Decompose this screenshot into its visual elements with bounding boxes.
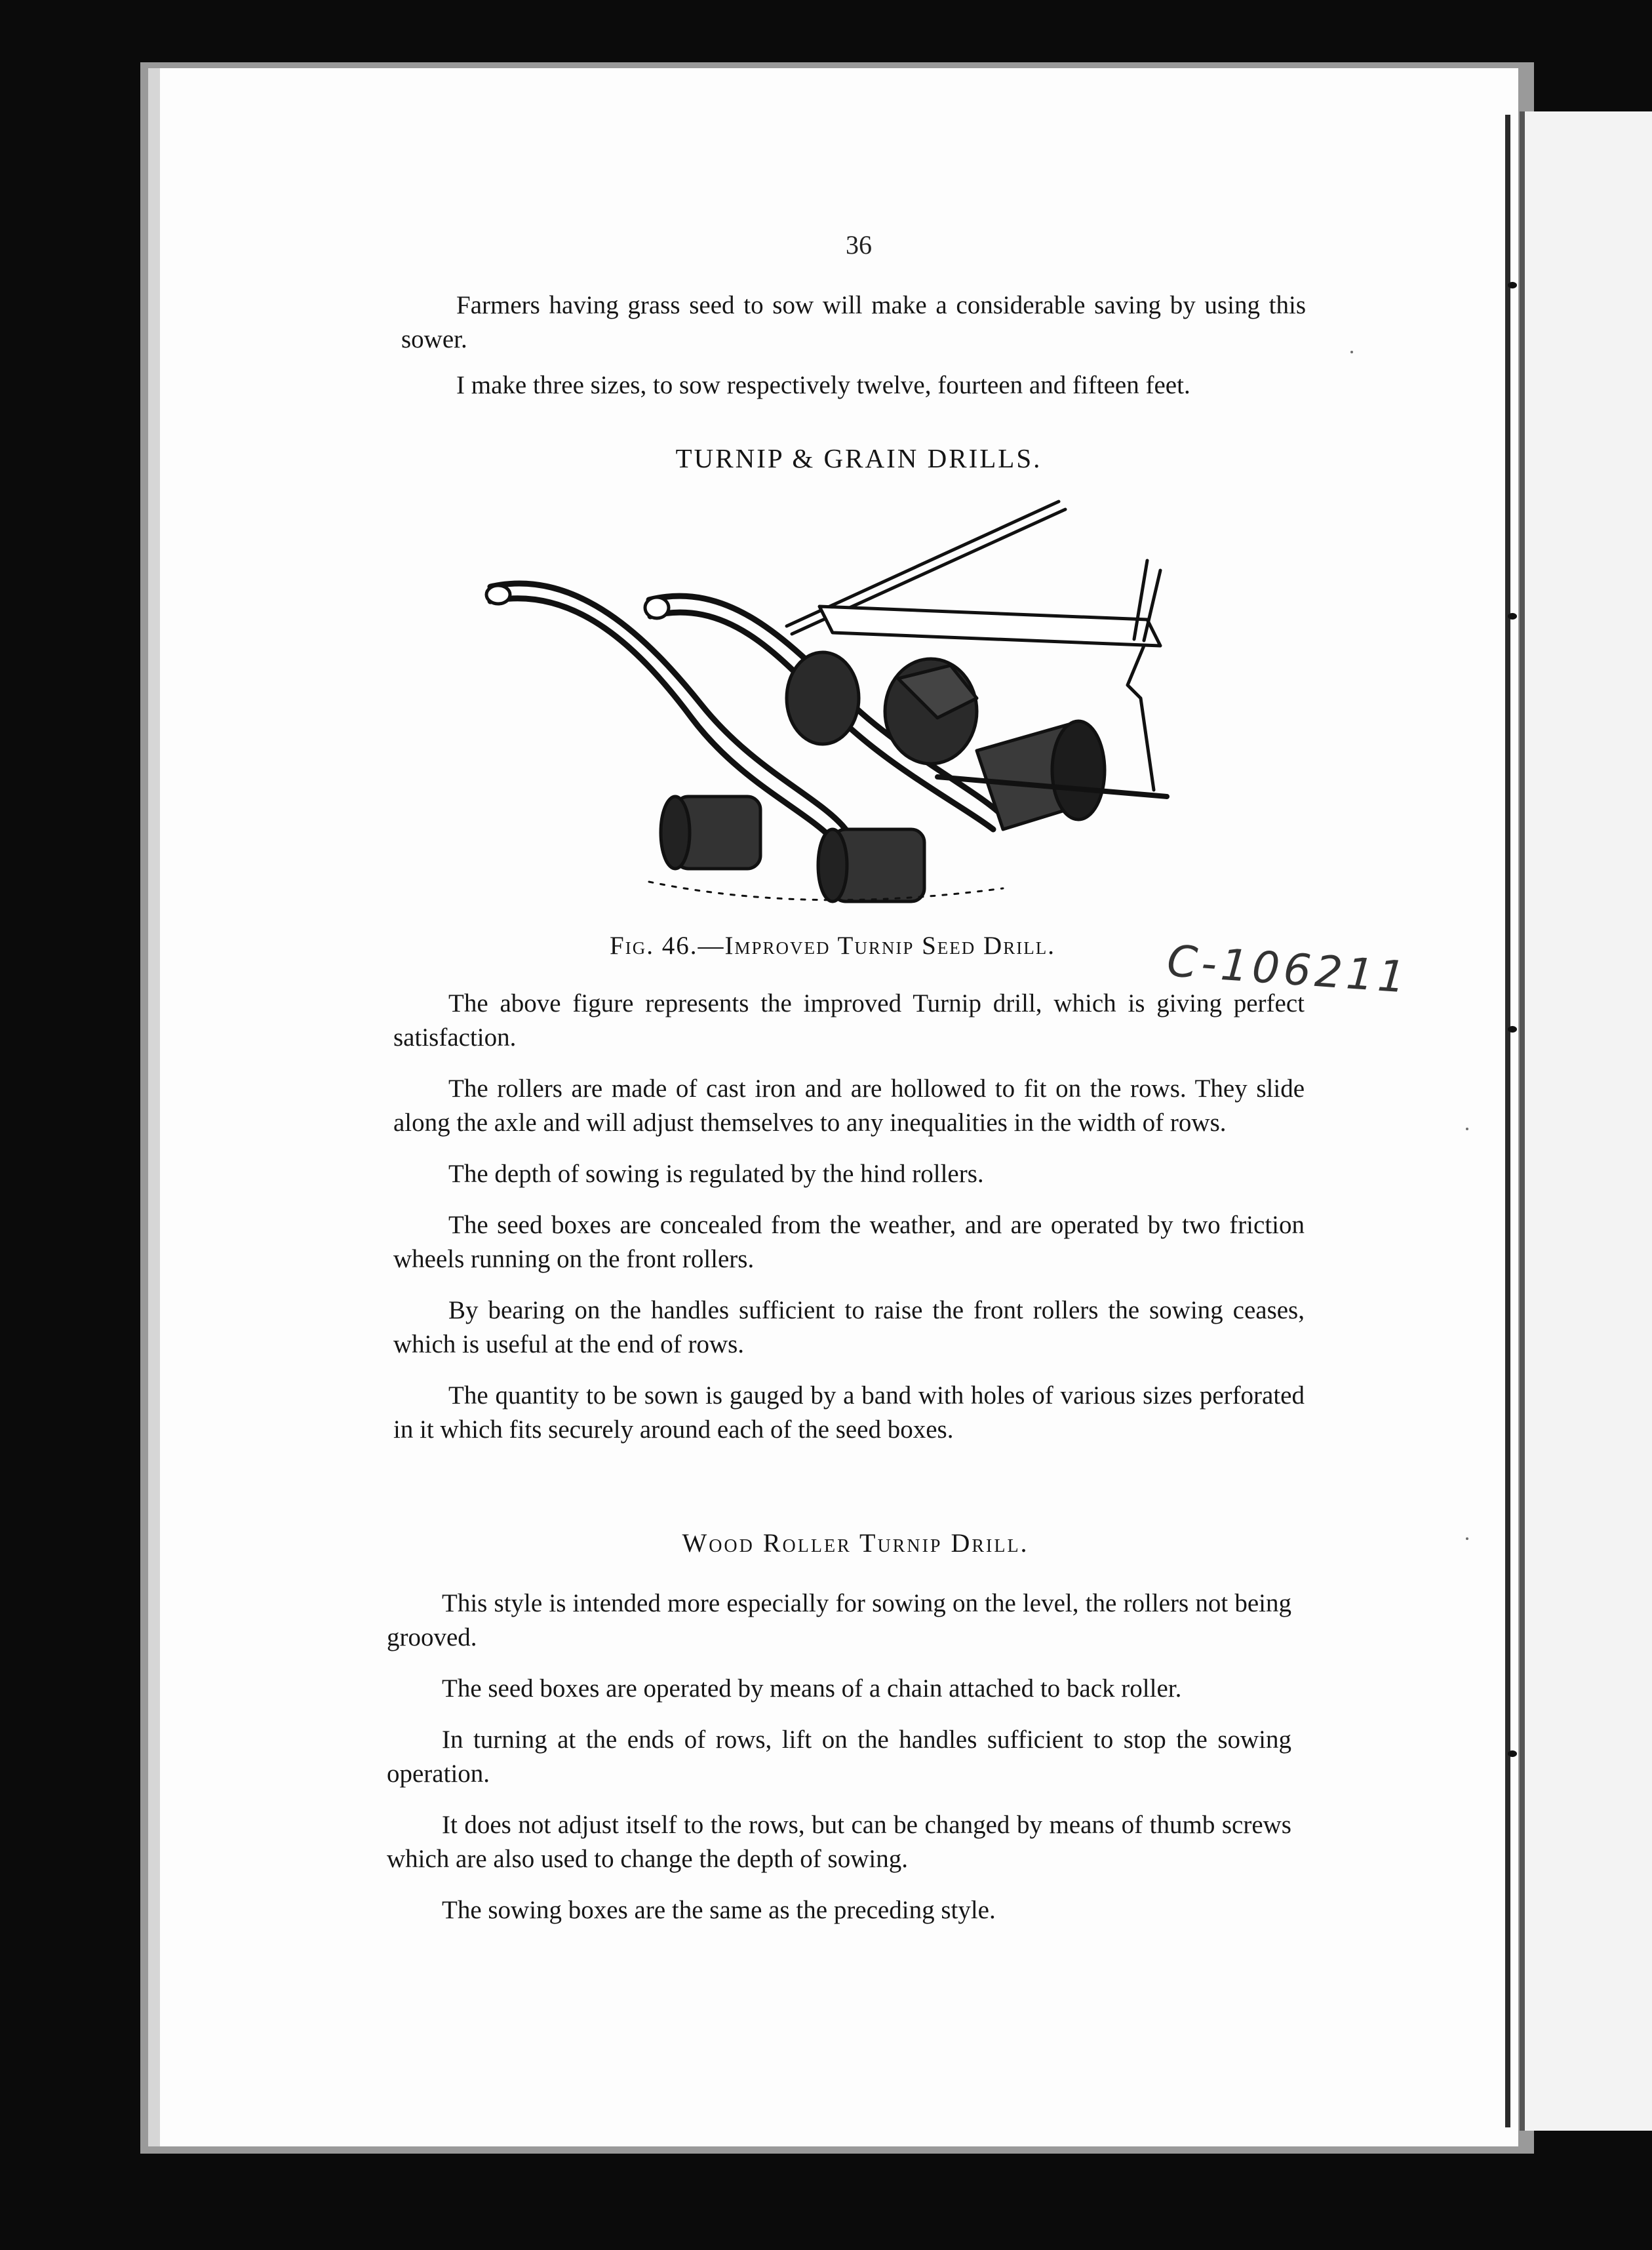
book-spine bbox=[1505, 115, 1510, 2127]
page-edge-mark bbox=[1508, 613, 1517, 620]
body-paragraph: The seed boxes are concealed from the weather, and are operated by two friction wheels running on the front rollers. bbox=[393, 1211, 1305, 1273]
body-paragraph: The rollers are made of cast iron and are hollowed to fit on the rows. They slide along the axle and will adjust themselves to any inequalities in the width of rows. bbox=[393, 1075, 1305, 1137]
body-paragraph: The quantity to be sown is gauged by a band with holes of various sizes perforated in it which fits securely around each of the seed boxes. bbox=[393, 1381, 1305, 1444]
intro-paragraph: Farmers having grass seed to sow will make a considerable saving by using this sower. bbox=[401, 291, 1306, 353]
dust-speck bbox=[1466, 1537, 1468, 1540]
improved-drill-text bbox=[393, 987, 1305, 1447]
body-paragraph: By bearing on the handles sufficient to raise the front rollers the sowing ceases, which is useful at the end of rows. bbox=[393, 1296, 1305, 1358]
body-paragraph: The seed boxes are operated by means of a chain attached to back roller. bbox=[442, 1674, 1182, 1703]
handwritten-catalog-number: C-106211 bbox=[1165, 936, 1411, 1003]
dust-speck bbox=[1350, 351, 1353, 353]
dust-speck bbox=[1466, 1128, 1468, 1130]
page-edge-mark bbox=[1508, 1750, 1517, 1757]
body-paragraph: This style is intended more especially for sowing on the level, the rollers not being grooved. bbox=[387, 1589, 1291, 1651]
body-paragraph: It does not adjust itself to the rows, but can be changed by means of thumb screws which are also used to change the depth of sowing. bbox=[387, 1811, 1291, 1873]
turnip-seed-drill-icon bbox=[479, 488, 1239, 924]
body-paragraph: The above figure represents the improved Turnip drill, which is giving perfect satisfaction. bbox=[393, 989, 1305, 1052]
intro-text bbox=[401, 288, 1306, 403]
section-heading: TURNIP & GRAIN DRILLS. bbox=[675, 443, 1042, 473]
body-paragraph: The depth of sowing is regulated by the hind rollers. bbox=[448, 1160, 984, 1188]
body-paragraph: The sowing boxes are the same as the preceding style. bbox=[442, 1896, 996, 1924]
facing-page-edge bbox=[1520, 111, 1652, 2131]
page-number: 36 bbox=[846, 230, 872, 260]
page-edge-mark bbox=[1508, 282, 1517, 288]
intro-paragraph: I make three sizes, to sow respectively twelve, fourteen and fifteen feet. bbox=[456, 371, 1190, 399]
page-edge-mark bbox=[1508, 1026, 1517, 1033]
figure-caption: Fig. 46.—Improved Turnip Seed Drill. bbox=[610, 932, 1055, 960]
wood-roller-text bbox=[387, 1587, 1291, 1927]
wood-roller-heading: Wood Roller Turnip Drill. bbox=[682, 1528, 1029, 1558]
body-paragraph: In turning at the ends of rows, lift on the handles sufficient to stop the sowing operation. bbox=[387, 1726, 1291, 1788]
